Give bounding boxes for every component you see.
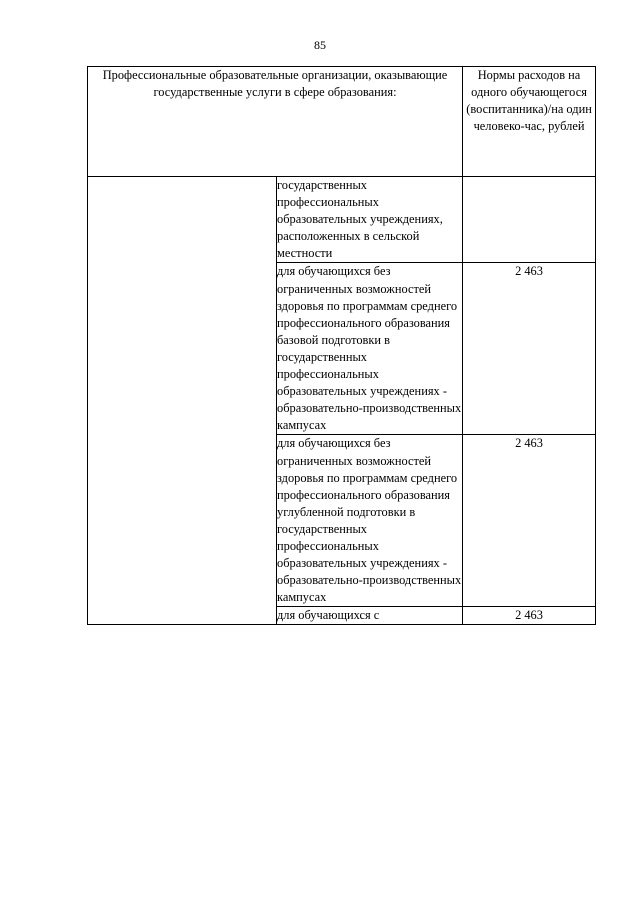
row-value: 2 463: [463, 607, 596, 625]
row-value: 2 463: [463, 263, 596, 435]
table-header-row: [88, 67, 596, 177]
row-description: для обучающихся с: [277, 607, 463, 625]
organization-cell: [88, 177, 277, 625]
table-row: [88, 177, 596, 263]
row-description: для обучающихся без ограниченных возможностей здоровья по программам среднего профессионального образования базовой подготовки в государственных профессиональных образовательных учреждениях - образовательно-производственных кампусах: [277, 263, 463, 435]
row-description: для обучающихся без ограниченных возможностей здоровья по программам среднего профессионального образования углубленной подготовки в государственных профессиональных образовательных учреждениях - образовательно-производственных кампусах: [277, 435, 463, 607]
header-organizations: Профессиональные образовательные организации, оказывающие государственные услуги в сфере образования:: [88, 67, 463, 177]
row-description: государственных профессиональных образовательных учреждениях, расположенных в сельской местности: [277, 177, 463, 263]
page-number: 85: [314, 38, 326, 52]
row-value: 2 463: [463, 435, 596, 607]
header-norms: Нормы расходов на одного обучающегося (воспитанника)/на один человеко-час, рублей: [463, 67, 596, 177]
row-value: [463, 177, 596, 263]
norms-table: [87, 66, 596, 625]
